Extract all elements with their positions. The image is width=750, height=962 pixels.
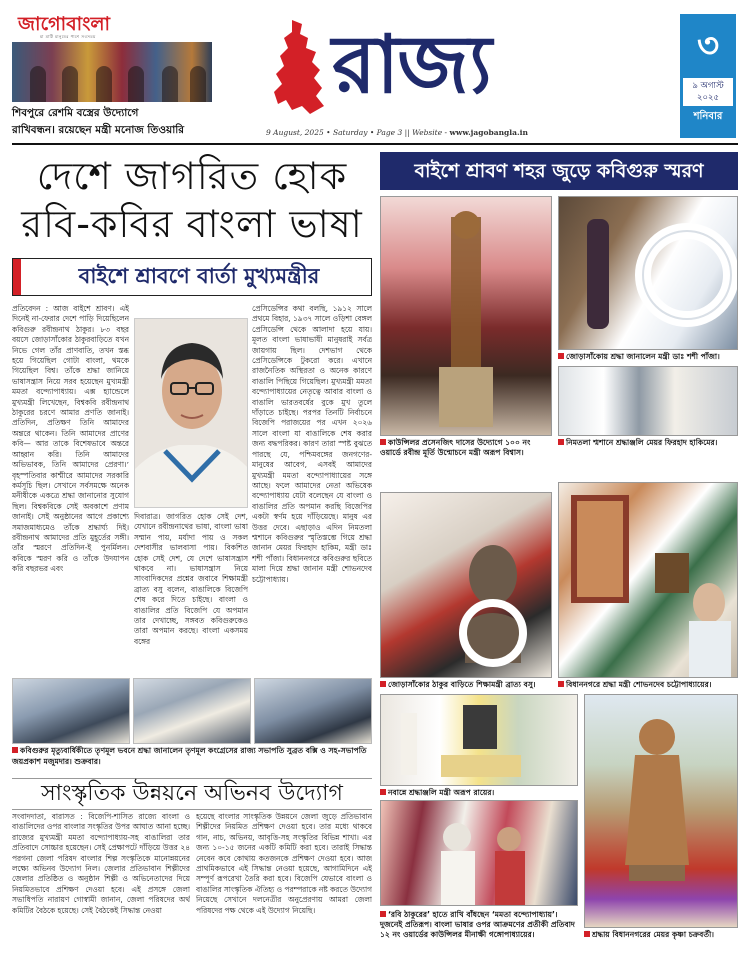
- portrait-illustration: [135, 319, 248, 508]
- promo-photo: [12, 42, 212, 102]
- masthead-rule: [12, 143, 738, 145]
- chief-minister-photo: [134, 318, 248, 508]
- caption-marker-icon: [380, 681, 386, 687]
- photo-caption-4-text: জোড়াসাঁকোর ঠাকুর বাড়িতে শিক্ষামন্ত্রী ব্রাত্য বসু।: [388, 680, 536, 689]
- lead-subheadline: বাইশে শ্রাবণে বার্তা মুখ্যমন্ত্রীর: [78, 264, 320, 288]
- lead-body-column-1: প্রতিবেদন : আজ বাইশে শ্রাবণ। এই দিনেই না-ফেরার দেশে পাড়ি দিয়েছিলেন কবিগুরু রবীন্দ্রনাথ ঠাকুর। ৮৩ বছর বয়সে জোড়াসাঁকোর ঠাকুরবাড়িতে যখন নিভে গেল তাঁর প্রাণবাতি, তখন স্তব্ধ হয়ে গিয়েছিল গোটা বাংলা, থমকে গিয়েছিল বিশ্ব। তাঁকে শ্রদ্ধা জানিয়ে ভাষাসন্ত্রাস নিয়ে সরব হয়েছেন মুখ্যমন্ত্রী মমতা বন্দ্যোপাধ্যায়। এক্স হ্যান্ডেলে মুখ্যমন্ত্রী লিখেছেন, বিশ্বকবি রবীন্দ্রনাথ ঠাকুরের চরণে আমার প্রণতি জানাই। প্রতিদিন, প্রতিক্ষণ তিনি আমাদের অন্তরে থাকেন। তিনি আমাদের প্রাণের কবি— আর তাকে বিশেষভাবে অন্তরে আহ্বান করি। তিনি আমাদের অভিভাবক, তিনি আমাদের প্রেরণা।’ বৃহস্পতিবার কাশ্মীরে আমাদের সরকারি কর্মসূচি ছিল। সেখানে সর্বসমক্ষে অনেক মনীষীকে একত্রে শ্রদ্ধা জানানোর সুযোগ ছিল। বিশ্বকবিকে সেই অবকাশে প্রণাম জানাই। সেই অনুষ্ঠানের আগে প্রকাশ্যে সমাজমাধ্যমেও তাঁকে শ্রদ্ধার্ঘ্য দিই। রবীন্দ্রনাথ আমাদের প্রতি মুহূর্তের সঙ্গী। তাঁর স্মরণে প্রতিদিন-ই পুনর্মিলন। কবিকে স্মরণ করি ও তাঁকে উদযাপন করি বছরভর এবং: [12, 304, 129, 574]
- tagore-tribute-banner: বাইশে শ্রাবণ শহর জুড়ে কবিগুরু স্মরণ: [380, 152, 738, 190]
- lead-body-column-3: প্রেসিডেন্সির কথা বলছি, ১৯১২ সালে প্রথমে বিহার, ১৯৩৭ সালে ওড়িশা বেঙ্গল প্রেসিডেন্সি থেকে আলাদা হয়ে যায়। মূলত বাংলা ভাষাভাষী মানুষরাই সর্বত্র জায়গায় ছিল। দেশভাগ থেকে প্রেসিডেন্সিকে টুকরো করে। এখানে রাজনৈতিক অস্থিরতা ও অনেক কারণে বাঙালি পিছিয়ে গিয়েছিল। মুখ্যমন্ত্রী মমতা বন্দ্যোপাধ্যায়ের নেতৃত্বে আবার বাংলা ও বাঙালি ভারতবর্ষের বুকে মুখ তুলে দাঁড়াতে চাইছে। পরপর তিনটি নির্বাচনে বিজেপি পরাজয়ের পর এখন ২০২৬ সালে বাংলা যা বাঙালিকে শেষ করার জন্য বদ্ধপরিকর। কারণ তারা স্পষ্ট বুঝতে পারছে যে, পশ্চিমবঙ্গের জনগণের-মানুষের আবেগ, এসবই আমাদের মুখ্যমন্ত্রী মমতা বন্দ্যোপাধ্যায়ের সঙ্গে আছে। ফলে আমাদের নেতা অভিষেক বন্দ্যোপাধ্যায় যেটা বলেছেন যে বাংলা ও বাঙালির প্রতি অপমান করছি বিজেপির একটা স্বর্ণম হয়ে দাঁড়িয়েছে। মানুষ এর উত্তর দেবে। এছাড়াও এদিন নিমতলা শ্মশানে কবিগুরুর স্মৃতিস্তম্ভে গিয়ে শ্রদ্ধা জানান মেয়র ফিরহাদ হাকিম, মন্ত্রী ডাঃ শশী পাঁজা। বিধাননগরে কবিগুরুর ছবিতে মালা দিয়ে শ্রদ্ধা জানান মন্ত্রী শোভনদেব চট্টোপাধ্যায়।: [252, 304, 372, 584]
- brand-tagline: মা মাটি মানুষের পাশে সবসময়: [40, 34, 96, 39]
- photo-caption-4: [380, 680, 552, 690]
- promo-caption-line1: শিবপুরে রেশমি বস্ত্রের উদ্যোগে: [12, 107, 139, 119]
- photo-caption-2-text: কাউন্সিলর প্রসেনজিৎ দাসের উদ্যোগে ১০০ নং ওয়ার্ডে রবীন্দ্র মূর্তি উন্মোচনে মন্ত্রী অরূপ বিশ্বাস।: [380, 438, 531, 457]
- photo-rakhi-tribute: [380, 800, 578, 906]
- banner-accent-bar: [13, 259, 21, 295]
- framed-portrait-icon: [559, 483, 738, 678]
- page-date-year: ২০২৫: [696, 93, 720, 103]
- dateline-website-label: Website -: [412, 128, 448, 137]
- lead-body-column-2: দিবারাত্র। জাগরিত হোক সেই দেশ, যেখানে রবীন্দ্রনাথের ভাষা, বাংলা ভাষা সম্মান পায়, মর্যাদা পায় ও সকল দেশবাসীর ভালবাসা পায়। বিকশিত হোক সেই দেশ, যে দেশে ভাষাসন্ত্রাস থাকবে না। ভাষাসন্ত্রাস নিয়ে সাংবাদিকদের প্রশ্নের জবাবে শিক্ষামন্ত্রী ব্রাত্য বসু বলেন, বাঙালিকে বিজেপি শেষ করে দিতে চাইছে। বাংলা ও বাঙালির প্রতি বিজেপি যে অপমান তার দেখাচ্ছে, সঙ্গবত কবিগুরুকেও তারা অপমান করছে। বাংলা একসময় বঙ্গের: [134, 512, 248, 646]
- caption-marker-icon: [584, 931, 590, 937]
- photo-caption-7: [380, 910, 578, 940]
- lead-headline-line1: দেশে জাগরিত হোক: [36, 154, 348, 198]
- tmc-bhavan-photo-strip: [12, 678, 372, 744]
- tagore-statue-icon: [585, 695, 738, 928]
- photo-caption-2: [380, 438, 552, 458]
- photo-bratya-basu-jorasanko: [380, 492, 552, 678]
- section-masthead: [262, 12, 532, 118]
- caption-marker-icon: [380, 911, 386, 917]
- caption-marker-icon: [558, 439, 564, 445]
- caption-marker-icon: [558, 681, 564, 687]
- dateline: [266, 128, 528, 137]
- photo-caption-5-text: বিধাননগরে শ্রদ্ধা মন্ত্রী শোভনদেব চট্টোপাধ্যায়ের।: [566, 680, 712, 689]
- page-number: ৩: [696, 26, 720, 66]
- second-story-column-2: হয়েছে বাংলার সাংস্কৃতিক উন্নয়নে জেলা জুড়ে প্রতিভাবান শিল্পীদের নিয়মিত প্রশিক্ষণ দেওয়া হবে। তার মধ্যে থাকবে গান, নাচ, অভিনয়, আবৃত্তি-সহ সংস্কৃতির বিভিন্ন শাখা। এর জন্য ১০-১৫ জনের একটি কমিটি করা হবে। তারাই সিদ্ধান্ত নেবেন কবে কোথায় কতজনকে প্রশিক্ষণ দেওয়া হবে। আজ প্রাথমিকভাবে এই সিদ্ধান্ত নেওয়া হয়েছে, আগামিদিনে এই সম্পূর্ণ রূপরেখা তৈরি করা হবে। বিজেপি যেভাবে বাংলা ও বাঙালির সাংস্কৃতিক ঐতিহ্য ও পরম্পরাকে নষ্ট করতে উদ্যোগ নিয়েছে সেখানে দলনেত্রীর অনুপ্রেরণায় আমরা জেলা পরিষদের পক্ষ থেকে এই উদ্যোগ নিয়েছি।: [196, 812, 372, 915]
- photo-caption-1: [558, 352, 738, 362]
- photo-arup-roy-nabanna: [380, 694, 578, 786]
- wreath-icon: [559, 197, 738, 350]
- photo-caption-3-text: নিমতলা শ্মশানে শ্রদ্ধাঞ্জলি মেয়র ফিরহাদ হাকিমের।: [566, 438, 718, 447]
- dateline-date: 9 August, 2025 • Saturday • Page 3 ||: [266, 128, 410, 137]
- bust-icon: [381, 493, 552, 678]
- lead-headline-line2: রবি-কবির বাংলা ভাষা: [21, 202, 363, 246]
- page-weekday: শনিবার: [693, 111, 723, 122]
- page-date: [683, 78, 733, 106]
- tmc-bhavan-photo-1: [12, 678, 130, 744]
- lead-headline: [12, 152, 372, 248]
- west-bengal-map-icon: [262, 18, 336, 118]
- photo-shashi-panja-jorasanko: [558, 196, 738, 350]
- second-story-column-1: সংবাদদাতা, বারাসত : বিজেপি-শাসিত রাজ্যে বাংলা ও বাঙালিদের ওপর বাংলার সংস্কৃতির উপর আঘাত আনা হচ্ছে। রাজ্যের মুখ্যমন্ত্রী মমতা বন্দ্যোপাধ্যায়-সহ বাঙালিরা তার প্রতিবাদে সোচ্চার হয়েছেন। সেই প্রেক্ষাপটে দাঁড়িয়ে উত্তর ২৪ পরগনা জেলা পরিষদ বাংলার শিল্প সংস্কৃতিকে মানোন্নয়নের লক্ষ্যে অভিনব উদ্যোগ নিল। জেলার প্রতিভাবান শিল্পীদের জেলার প্রতিষ্ঠিত ও অনুষ্ঠান শিল্পী ও অভিনেতাদের দিয়ে নিয়মিতভাবে প্রশিক্ষণ দেওয়া হবে। এই প্রসঙ্গে জেলা সভাধিপতি নারায়ণ গোস্বামী জানান, জেলা পরিষদের অর্থ কমিটির বৈঠকে হয়েছে। সেই বৈঠকেই সিদ্ধান্ত নেওয়া: [12, 812, 190, 915]
- photo-caption-6: [380, 788, 578, 798]
- section-title: রাজ্য: [332, 17, 490, 111]
- caption-marker-icon: [380, 439, 386, 445]
- photo-ruparani-statue: [380, 196, 552, 436]
- photo-krishna-chakraborty: [584, 694, 738, 928]
- photo-sovandeb-bidhannagar: [558, 482, 738, 678]
- brand-logo: জাগোবাংলা: [18, 13, 111, 35]
- garlanded-portrait-icon: [381, 695, 578, 786]
- photo-strip-caption: [12, 746, 372, 767]
- masthead: [0, 0, 750, 143]
- photo-caption-5: [558, 680, 738, 690]
- tmc-bhavan-photo-2: [133, 678, 251, 744]
- photo-caption-6-text: নবান্নে শ্রদ্ধাঞ্জলি মন্ত্রী অরূপ রায়ের।: [388, 788, 495, 797]
- photo-caption-8: [584, 930, 738, 940]
- promo-caption-line2: রাখিবন্ধন। রয়েছেন মন্ত্রী মনোজ তিওয়ারি: [12, 124, 185, 136]
- tmc-bhavan-photo-3: [254, 678, 372, 744]
- caption-marker-icon: [12, 747, 18, 753]
- statue-icon: [381, 197, 552, 436]
- dateline-website[interactable]: www.jagobangla.in: [449, 128, 528, 137]
- page-date-day-month: ৯ অগাস্ট: [692, 81, 724, 91]
- photo-strip-caption-text: কবিগুরুর মৃত্যুবার্ষিকীতে তৃণমূল ভবনে শ্রদ্ধা জানালেন তৃণমূল কংগ্রেসের রাজ্য সভাপতি সুব্রত বক্সি ও সহ-সভাপতি জয়প্রকাশ মজুমদার। শুক্রবার।: [12, 746, 367, 766]
- rakhi-event-icon: [381, 801, 578, 906]
- page-number-box: [680, 14, 736, 138]
- caption-marker-icon: [558, 353, 564, 359]
- photo-caption-3: [558, 438, 738, 448]
- photo-caption-8-text: শ্রদ্ধায় বিধাননগরের মেয়র কৃষ্ণা চক্রবর্তী।: [592, 930, 714, 939]
- photo-caption-7-text: ‘রবি ঠাকুরের’ হাতে রাখি বাঁধছেন ‘মমতা বন্দ্যোপাধ্যায়’। দুজনেই প্রতিরূপ। বাংলা ভাষার ওপর আক্রমণের প্রতীকী প্রতিবাদ ১২ নং ওয়ার্ডের কাউন্সিলর মীনাক্ষী গঙ্গোপাধ্যায়ের।: [380, 910, 575, 939]
- caption-marker-icon: [380, 789, 386, 795]
- second-story-headline: সাংস্কৃতিক উন্নয়নে অভিনব উদ্যোগ: [12, 778, 372, 810]
- photo-caption-1-text: জোড়াসাঁকোয় শ্রদ্ধা জানালেন মন্ত্রী ডাঃ শশী পাঁজা।: [566, 352, 720, 361]
- lead-subheadline-banner: [12, 258, 372, 296]
- promo-box: [12, 14, 222, 136]
- photo-nimtala-crematorium: [558, 366, 738, 436]
